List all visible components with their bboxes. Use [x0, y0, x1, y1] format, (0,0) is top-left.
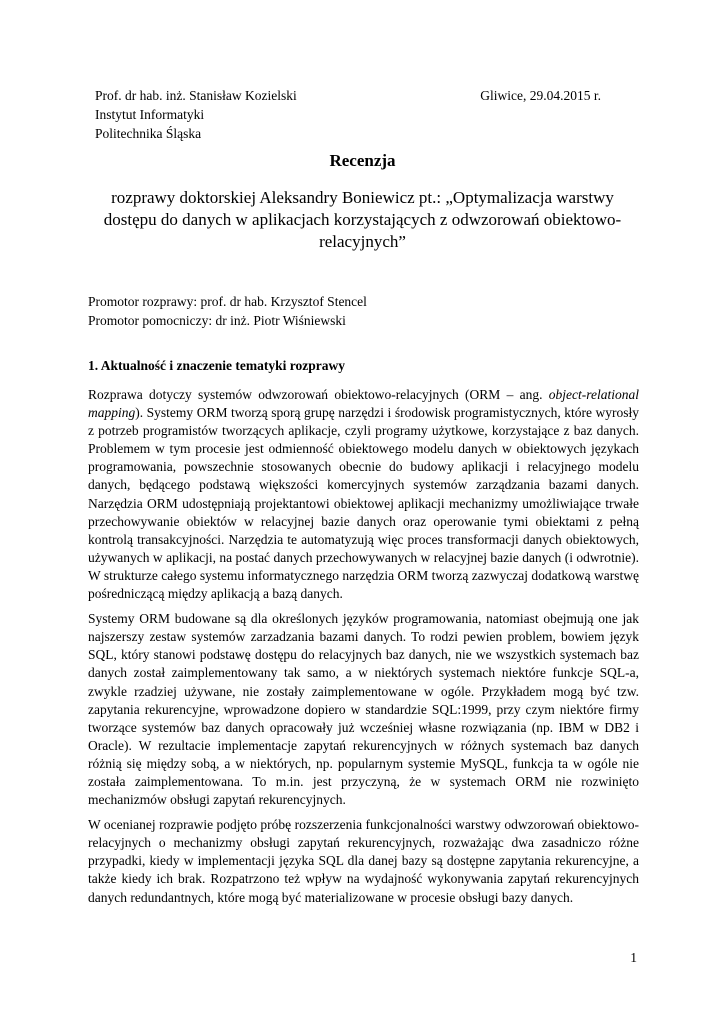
- paragraph-1-start: Rozprawa dotyczy systemów odwzorowań obiektowo-relacyjnych (ORM – ang.: [88, 387, 549, 402]
- paragraph-1-rest: ). Systemy ORM tworzą sporą grupę narzędzi i środowisk programistycznych, które wyrosły z potrzeb programistów tworzących aplikacje, czyli programy użytkowe, korzystające z baz danych. Problemem w tym procesie jest odmienność obiektowego modelu danych w obiektowych językach programowania, powszechnie stosowanych obecnie do budowy aplikacji i relacyjnego modelu danych, będącego podstawą większości komercyjnych systemów zarządzania bazami danych. Narzędzia ORM udostępniają projektantowi obiektowej aplikacji mechanizmy umożliwiające trwałe przechowywanie obiektów w relacyjnej bazie danych oraz operowanie tymi obiektami z pełną kontrolą transakcyjności. Narzędzia te automatyzują więc proces transformacji danych obiektowych, używanych w aplikacji, na postać danych przechowywanych w relacyjnej bazie danych (i odwrotnie). W strukturze całego systemu informatycznego narzędzia ORM tworzą zazwyczaj dodatkową warstwę pośredniczącą między aplikacją a bazą danych.: [88, 405, 639, 602]
- paragraph-1-term: object-relational mapping: [88, 387, 639, 421]
- university-name: Politechnika Śląska: [95, 126, 202, 141]
- section-body: [88, 386, 639, 914]
- author-name: Prof. dr hab. inż. Stanisław Kozielski: [95, 88, 297, 103]
- promotor-main: Promotor rozprawy: prof. dr hab. Krzysztof Stencel: [88, 294, 367, 309]
- letter-header: [95, 86, 615, 143]
- document-title: Recenzja: [329, 151, 396, 170]
- promotors-block: [88, 292, 367, 330]
- paragraph-3: W ocenianej rozprawie podjęto próbę rozszerzenia funkcjonalności warstwy odwzorowań obiektowo-relacyjnych o mechanizmy obsługi zapytań rekurencyjnych, rozważając dwa zasadniczo różne przypadki, kiedy w implementacji języka SQL dla danej bazy są dostępne zapytania rekurencyjne, a także kiedy ich brak. Rozpatrzono też wpływ na wydajność wykonywania zapytań rekurencyjnych danych redundantnych, które mogą być materializowane w procesie obsługi bazy danych.: [88, 817, 639, 905]
- section-heading: 1. Aktualność i znaczenie tematyki rozprawy: [88, 358, 345, 373]
- page-number: 1: [630, 950, 637, 965]
- place-date: Gliwice, 29.04.2015 r.: [480, 88, 601, 103]
- institute-name: Instytut Informatyki: [95, 107, 205, 122]
- paragraph-2: Systemy ORM budowane są dla określonych języków programowania, natomiast obejmują one jak najszerszy zestaw systemów zarzadzania bazami danych. To rodzi pewien problem, bowiem język SQL, który stanowi podstawę dostępu do relacyjnych baz danych, nie we wszystkich systemach baz danych został zaimplementowany tak samo, a w niektórych systemach niektóre funkcje SQL-a, zwykle rzadziej używane, nie zostały zaimplementowane w ogóle. Przykładem mogą być tzw. zapytania rekurencyjne, wprowadzone dopiero w standardzie SQL:1999, przy czym niektóre firmy tworzące systemów baz danych opracowały już wcześniej własne rozwiązania (np. IBM w DB2 i Oracle). W rezultacie implementacje zapytań rekurencyjnych w różnych systemach baz danych różnią się między sobą, a w niektórych, np. popularnym systemie MySQL, funkcja ta w ogóle nie została zaimplementowana. To m.in. jest przyczyną, że w systemach ORM nie rozwinięto mechanizmów obsługi zapytań rekurencyjnych.: [88, 611, 639, 808]
- promotor-assistant: Promotor pomocniczy: dr inż. Piotr Wiśniewski: [88, 313, 346, 328]
- paragraph-1: [88, 386, 639, 603]
- document-subtitle: rozprawy doktorskiej Aleksandry Boniewicz pt.: „Optymalizacja warstwy dostępu do danych w aplikacjach korzystających z odwzorowań obiektowo-relacyjnych”: [103, 188, 622, 251]
